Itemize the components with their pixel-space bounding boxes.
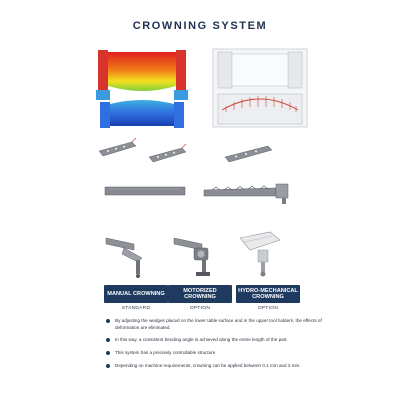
manual-crowning-illustration (104, 232, 148, 280)
feature-item: In this way, a consistent bending angle is achieved along the entire length of the part. (106, 337, 346, 344)
deformation-schematic-illustration (212, 48, 308, 128)
feature-item: This system has a precisely controllable structure. (106, 350, 346, 357)
option-hydro-mechanical-crowning-label: HYDRO-MECHANICAL CROWNING (236, 285, 300, 303)
bullet-dot-icon (106, 338, 110, 342)
option-motorized-crowning-label: MOTORIZED CROWNING (168, 285, 232, 303)
option-motorized-crowning-sub: OPTION (189, 306, 211, 311)
option-manual-crowning-label: MANUAL CROWNING (104, 285, 168, 303)
motorized-crowning-illustration (172, 230, 220, 280)
hydro-mechanical-crowning-illustration (236, 228, 286, 280)
option-hydro-mechanical-crowning-sub: OPTION (257, 306, 279, 311)
wedge-part-right-illustration (222, 140, 280, 168)
feature-item: By adjusting the wedges placed on the lower table surface and in the upper tool holders, the effects of deformation are eliminated. (106, 318, 346, 331)
wedge-part-left-illustration (96, 136, 144, 162)
wedge-part-middle-illustration (146, 142, 194, 168)
crowning-bar-straight-illustration (104, 184, 186, 198)
bullet-dot-icon (106, 351, 110, 355)
bullet-dot-icon (106, 319, 110, 323)
bullet-dot-icon (106, 364, 110, 368)
feature-item: Depending on machine requirements, crowning can be applied between 0.1 mm and 3 mm. (106, 363, 346, 370)
deformation-heatmap-illustration (94, 46, 190, 132)
page-title: CROWNING SYSTEM (132, 20, 268, 32)
crowning-bar-wedges-illustration (202, 180, 296, 206)
feature-list (106, 318, 346, 375)
option-manual-crowning-sub: STANDARD (121, 306, 151, 311)
